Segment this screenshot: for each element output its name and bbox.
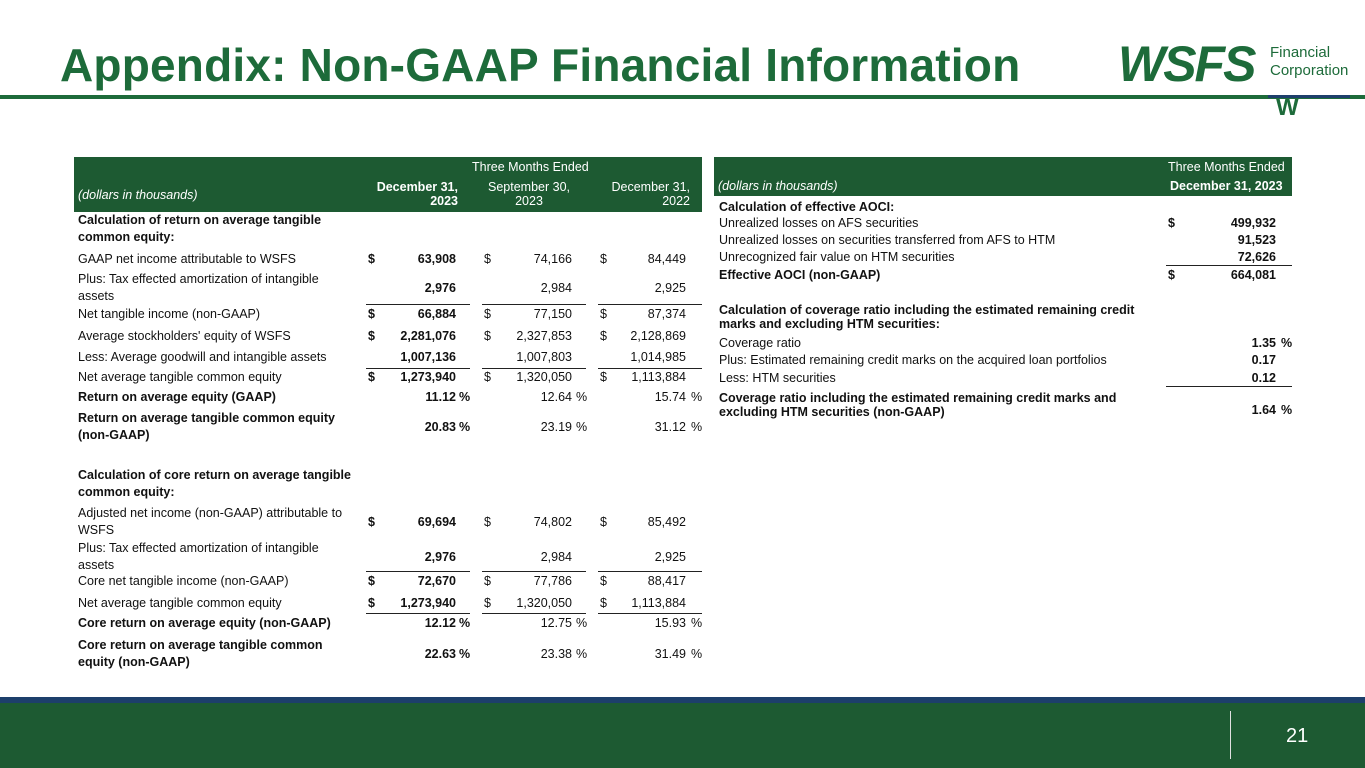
row-label: Unrealized losses on AFS securities bbox=[719, 216, 919, 230]
left-col3-header: December 31, 2022 bbox=[611, 180, 690, 208]
value-col2: 2,984 bbox=[540, 550, 572, 564]
value-col2: 2,327,853 bbox=[516, 329, 572, 343]
value-col2: 1,007,803 bbox=[516, 350, 572, 364]
value-col1: 2,281,076 bbox=[400, 329, 456, 343]
row-label: Average stockholders' equity of WSFS bbox=[78, 329, 291, 343]
row-label: Calculation of return on average tangible bbox=[78, 213, 322, 227]
value-col3: 1,014,985 bbox=[630, 350, 686, 364]
row-label: GAAP net income attributable to WSFS bbox=[78, 252, 296, 266]
right-col1-header: December 31, 2023 bbox=[1170, 179, 1283, 193]
value: 1.64 bbox=[1251, 403, 1276, 417]
row-label: Effective AOCI (non-GAAP) bbox=[719, 268, 881, 282]
row-label: assets bbox=[78, 289, 115, 303]
row-label: Plus: Tax effected amortization of intangible bbox=[78, 541, 319, 555]
logo-w-mark: W bbox=[1276, 94, 1299, 121]
row-label: Unrealized losses on securities transferred from AFS to HTM bbox=[719, 233, 1056, 247]
row-label: Calculation of coverage ratio including the estimated remaining credit bbox=[719, 303, 1135, 317]
dollar-sign: $ bbox=[600, 370, 607, 384]
total-rule bbox=[366, 304, 470, 305]
value-col3: 84,449 bbox=[647, 252, 686, 266]
footer-bar bbox=[0, 703, 1365, 768]
pct-sign: % bbox=[691, 647, 703, 661]
right-header-span: Three Months Ended bbox=[1168, 160, 1285, 174]
pct-sign: % bbox=[576, 420, 588, 434]
total-rule bbox=[598, 571, 702, 572]
dollar-sign: $ bbox=[368, 370, 375, 384]
logo-wordmark: WSFS bbox=[1118, 36, 1255, 92]
row-label: Coverage ratio including the estimated remaining credit marks and bbox=[719, 391, 1117, 405]
row-label: WSFS bbox=[78, 523, 115, 537]
row-label: common equity: bbox=[78, 485, 175, 499]
value-col1: 1,007,136 bbox=[400, 350, 456, 364]
value-col3: 88,417 bbox=[647, 574, 686, 588]
row-label: Less: Average goodwill and intangible assets bbox=[78, 350, 327, 364]
value-col2: 77,150 bbox=[533, 307, 572, 321]
dollar-sign: $ bbox=[368, 307, 375, 321]
value: 499,932 bbox=[1230, 216, 1276, 230]
value: 72,626 bbox=[1237, 250, 1276, 264]
company-logo bbox=[1118, 36, 1350, 121]
logo-line-1: Financial bbox=[1270, 44, 1331, 61]
row-label: Return on average equity (GAAP) bbox=[78, 390, 276, 404]
left-col1-header: December 31, 2023 bbox=[376, 180, 458, 208]
row-label: common equity: bbox=[78, 230, 175, 244]
value-col3: 2,128,869 bbox=[630, 329, 686, 343]
value-col2: 23.38 bbox=[540, 647, 572, 661]
row-label: marks and excluding HTM securities: bbox=[719, 317, 940, 331]
dollar-sign: $ bbox=[484, 596, 491, 610]
dollar-sign: $ bbox=[368, 329, 375, 343]
pct-sign: % bbox=[1281, 336, 1293, 350]
value-col3: 1,113,884 bbox=[631, 370, 686, 384]
value-col3: 87,374 bbox=[647, 307, 686, 321]
dollar-sign: $ bbox=[368, 252, 375, 266]
total-rule bbox=[366, 613, 470, 614]
row-label: Less: HTM securities bbox=[719, 371, 836, 385]
total-rule bbox=[598, 368, 702, 369]
dollar-sign: $ bbox=[484, 515, 491, 529]
value-col1: 11.12 bbox=[425, 390, 456, 404]
value-col3: 31.49 bbox=[654, 647, 686, 661]
row-label: assets bbox=[78, 558, 115, 572]
left-units-label: (dollars in thousands) bbox=[78, 188, 198, 202]
value-col1: 20.83 bbox=[424, 420, 456, 434]
dollar-sign: $ bbox=[1168, 268, 1175, 282]
value-col1: 66,884 bbox=[417, 307, 456, 321]
dollar-sign: $ bbox=[600, 515, 607, 529]
pct-sign: % bbox=[1281, 403, 1293, 417]
total-rule bbox=[1166, 386, 1292, 387]
value-col2: 1,320,050 bbox=[516, 596, 572, 610]
value-col2: 1,320,050 bbox=[516, 370, 572, 384]
row-label: Core net tangible income (non-GAAP) bbox=[78, 574, 289, 588]
pct-sign: % bbox=[691, 390, 703, 404]
pct-sign: % bbox=[576, 390, 588, 404]
total-rule bbox=[482, 613, 586, 614]
value-col2: 74,802 bbox=[533, 515, 572, 529]
value-col1: 1,273,940 bbox=[400, 370, 456, 384]
value-col1: 1,273,940 bbox=[400, 596, 456, 610]
page-number: 21 bbox=[1286, 725, 1309, 747]
total-rule bbox=[1166, 265, 1292, 266]
value-col1: 69,694 bbox=[417, 515, 456, 529]
total-rule bbox=[366, 368, 470, 369]
value-col3: 85,492 bbox=[647, 515, 686, 529]
row-label: Return on average tangible common equity bbox=[78, 411, 335, 425]
row-label: Net average tangible common equity bbox=[78, 596, 282, 610]
value-col2: 77,786 bbox=[533, 574, 572, 588]
row-label: Calculation of core return on average tangible bbox=[78, 468, 351, 482]
dollar-sign: $ bbox=[600, 329, 607, 343]
row-label: Net tangible income (non-GAAP) bbox=[78, 307, 261, 321]
row-label: Coverage ratio bbox=[719, 336, 801, 350]
footer-divider bbox=[1230, 711, 1231, 759]
row-label: Plus: Tax effected amortization of intangible bbox=[78, 272, 319, 286]
pct-sign: % bbox=[459, 420, 471, 434]
value-col3: 2,925 bbox=[654, 281, 686, 295]
total-rule bbox=[598, 304, 702, 305]
page-title: Appendix: Non-GAAP Financial Information bbox=[60, 39, 1021, 91]
row-label: Calculation of effective AOCI: bbox=[719, 200, 895, 214]
dollar-sign: $ bbox=[484, 307, 491, 321]
dollar-sign: $ bbox=[484, 370, 491, 384]
value-col2: 12.64 bbox=[540, 390, 572, 404]
value-col3: 1,113,884 bbox=[631, 596, 686, 610]
row-label: Adjusted net income (non-GAAP) attributable to bbox=[78, 506, 343, 520]
value: 664,081 bbox=[1230, 268, 1276, 282]
value-col3: 2,925 bbox=[654, 550, 686, 564]
value: 0.17 bbox=[1251, 353, 1276, 367]
row-label: Unrecognized fair value on HTM securities bbox=[719, 250, 955, 264]
total-rule bbox=[482, 304, 586, 305]
pct-sign: % bbox=[459, 647, 471, 661]
total-rule bbox=[366, 571, 470, 572]
pct-sign: % bbox=[576, 647, 588, 661]
dollar-sign: $ bbox=[368, 574, 375, 588]
value-col1: 12.12 bbox=[424, 616, 456, 630]
pct-sign: % bbox=[459, 616, 471, 630]
value-col1: 2,976 bbox=[424, 281, 456, 295]
value-col1: 2,976 bbox=[424, 550, 456, 564]
value-col1: 72,670 bbox=[417, 574, 456, 588]
value-col3: 15.93 bbox=[654, 616, 686, 630]
value: 0.12 bbox=[1251, 371, 1276, 385]
dollar-sign: $ bbox=[484, 252, 491, 266]
row-label: Net average tangible common equity bbox=[78, 370, 282, 384]
left-table-header bbox=[74, 157, 702, 212]
dollar-sign: $ bbox=[484, 329, 491, 343]
left-header-span: Three Months Ended bbox=[472, 160, 589, 174]
right-table-header bbox=[714, 157, 1292, 196]
row-label: excluding HTM securities (non-GAAP) bbox=[719, 405, 945, 419]
dollar-sign: $ bbox=[484, 574, 491, 588]
pct-sign: % bbox=[691, 616, 703, 630]
value-col3: 31.12 bbox=[654, 420, 686, 434]
dollar-sign: $ bbox=[600, 252, 607, 266]
value-col2: 2,984 bbox=[540, 281, 572, 295]
row-label: Plus: Estimated remaining credit marks on the acquired loan portfolios bbox=[719, 353, 1107, 367]
logo-subtitle bbox=[1270, 44, 1348, 80]
total-rule bbox=[598, 613, 702, 614]
dollar-sign: $ bbox=[600, 596, 607, 610]
pct-sign: % bbox=[576, 616, 588, 630]
value-col2: 23.19 bbox=[540, 420, 572, 434]
value-col1: 22.63 bbox=[424, 647, 456, 661]
logo-line-2: Corporation bbox=[1270, 62, 1349, 79]
left-col2-header: September 30, 2023 bbox=[488, 180, 570, 208]
row-label: Core return on average tangible common bbox=[78, 638, 323, 652]
dollar-sign: $ bbox=[368, 596, 375, 610]
total-rule bbox=[482, 571, 586, 572]
value: 1.35 bbox=[1251, 336, 1276, 350]
value-col2: 12.75 bbox=[540, 616, 572, 630]
value-col3: 15.74 bbox=[654, 390, 686, 404]
total-rule bbox=[482, 368, 586, 369]
dollar-sign: $ bbox=[368, 515, 375, 529]
right-units-label: (dollars in thousands) bbox=[718, 179, 838, 193]
dollar-sign: $ bbox=[600, 307, 607, 321]
value-col1: 63,908 bbox=[417, 252, 456, 266]
row-label: (non-GAAP) bbox=[78, 428, 150, 442]
dollar-sign: $ bbox=[600, 574, 607, 588]
pct-sign: % bbox=[459, 390, 471, 404]
pct-sign: % bbox=[691, 420, 703, 434]
row-label: equity (non-GAAP) bbox=[78, 655, 190, 669]
value-col2: 74,166 bbox=[533, 252, 572, 266]
row-label: Core return on average equity (non-GAAP) bbox=[78, 616, 331, 630]
value: 91,523 bbox=[1237, 233, 1276, 247]
dollar-sign: $ bbox=[1168, 216, 1175, 230]
